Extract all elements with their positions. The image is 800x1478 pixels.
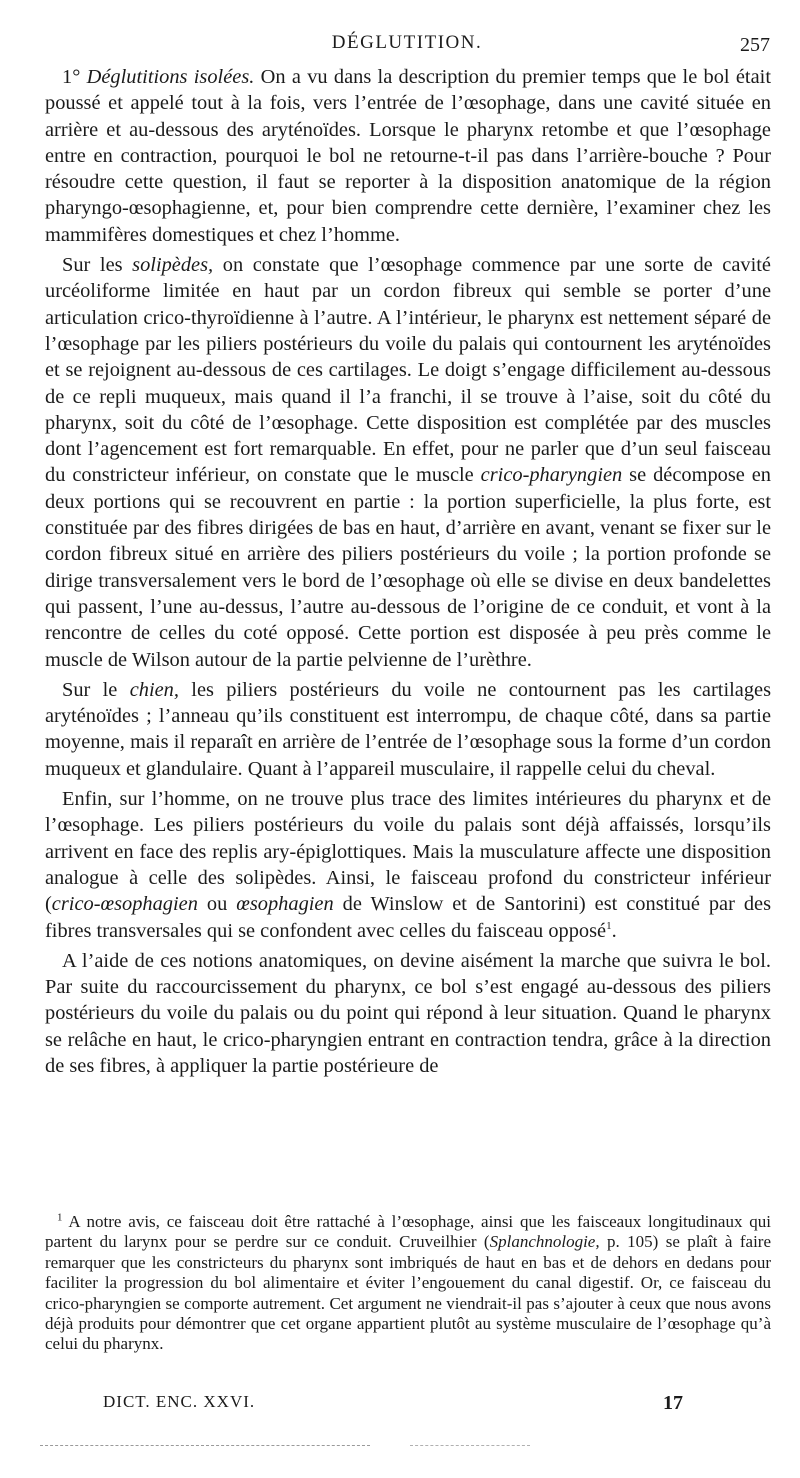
section-number: 1°	[62, 66, 81, 88]
footnote-text: A notre avis, ce faisceau doit être rattaché à l’œsophage, ainsi que les faisceaux longitudinaux qui partent du larynx pour se perdre sur ce conduit. Cruveilhier (	[45, 1212, 771, 1252]
page-footer	[103, 1392, 683, 1418]
running-header	[44, 32, 770, 58]
page-number: 257	[740, 34, 770, 56]
scan-artifact-line	[40, 1445, 370, 1446]
running-title: DÉGLUTITION.	[331, 32, 483, 53]
section-heading: Déglutitions isolées.	[86, 66, 255, 88]
italic-term: solipèdes,	[132, 254, 214, 277]
paragraph-text: se décompose en deux portions qui se recouvrent en partie : la portion superficielle, la plus forte, est constituée par des fibres dirigées de bas en haut, d’arrière en avant, venant se fixer sur le cordon fibreux situé en arrière des piliers postérieurs du voile ; la portion profonde se dirige transversalement vers le bord de l’œsophage où elle se divise en deux bandelettes qui passent, l’une au-dessus, l’autre au-dessous de l’origine de ce conduit, et vont à la rencontre de celles du coté opposé. Cette portion est disposée à peu près comme le muscle de Wilson autour de la partie pelvienne de l’urèthre.	[45, 464, 771, 671]
italic-term: crico-œsophagien	[51, 893, 198, 916]
footnote-text: p. 105) se plaît à faire remarquer que les constricteurs du pharynx sont imbriqués de haut en bas et de dehors en dedans pour faciliter la progression du bol alimentaire et éviter l’engouement du canal digestif. Or, ce faisceau du crico-pharyngien se comporte autrement. Cet argument ne viendrait-il pas s’ajouter à ceux que nous avons déjà produits pour démontrer que cet organe appartient plutôt au système musculaire de l’œsophage qu’à celui du pharynx.	[45, 1232, 772, 1354]
footnotes	[45, 1212, 771, 1355]
italic-term: chien,	[129, 678, 179, 701]
paragraph-text: les piliers postérieurs du voile ne contournent pas les cartilages aryténoïdes ; l’anneau qu’ils constituent est interrompu, de chaque côté, dans sa partie moyenne, mais il reparaît en arrière de l’entrée de l’œsophage sous la forme d’un cordon muqueux et glandulaire. Quant à l’appareil musculaire, il rappelle celui du cheval.	[45, 678, 772, 780]
paragraph-bolus-path	[45, 948, 771, 1079]
paragraph-chien	[45, 677, 771, 782]
italic-term: crico-pharyngien	[480, 464, 623, 487]
footnote-reference[interactable]: 1	[606, 919, 612, 932]
paragraph-text: ou	[206, 893, 228, 916]
italic-term: œsophagien	[236, 893, 334, 916]
paragraph-solipedes	[45, 252, 771, 673]
scan-artifact-line	[410, 1445, 530, 1446]
paragraph-text: On a vu dans la description du premier temps que le bol était poussé et appelé tout à la fois, vers l’entrée de l’œsophage, dans une cavité située en arrière et au-dessous des aryténoïdes. Lorsque le pharynx retombe et que l’œsophage entre en contraction, pourquoi le bol ne retourne-t-il pas dans l’arrière-bouche ? Pour résoudre cette question, il faut se reporter à la disposition anatomique de la région pharyngo-œsophagienne, et, pour bien comprendre cette dernière, l’examiner chez les mammifères domestiques et chez l’homme.	[45, 66, 771, 246]
paragraph-text: .	[611, 919, 617, 942]
paragraph-text: Sur les	[62, 254, 123, 277]
paragraph-text: Sur le	[62, 678, 118, 701]
printer-signature: DICT. ENC. XXVI.	[103, 1392, 256, 1411]
body-text	[45, 64, 771, 1079]
italic-term: Splanchnologie,	[489, 1232, 600, 1252]
paragraph-homme	[45, 786, 771, 944]
sheet-number: 17	[663, 1392, 683, 1414]
paragraph-isolated-swallowing	[45, 64, 771, 248]
footnote-marker: 1	[57, 1211, 63, 1224]
paragraph-text: on constate que l’œsophage commence par une sorte de cavité urcéoliforme limitée en haut par un cordon fibreux qui semble se porter d’une articulation crico-thyroïdienne à l’autre. A l’intérieur, le pharynx est nettement séparé de l’œsophage par les piliers postérieurs du voile du palais qui contournent les aryténoïdes et se rejoignent au-dessous de ces cartilages. Le doigt s’engage difficilement au-dessous de ce repli muqueux, mais quand il l’a franchi, il se trouve à l’aise, soit du côté du pharynx, soit du côté de l’œsophage. Cette disposition est complétée par des muscles dont l’agencement est fort remarquable. En effet, pour ne parler que d’un seul faisceau du constricteur inférieur, on constate que le muscle	[45, 254, 771, 487]
paragraph-text: de Winslow et de Santorini) est constitué par des fibres transversales qui se confondent avec celles du faisceau opposé	[45, 893, 771, 942]
paragraph-text: Enfin, sur l’homme, on ne trouve plus trace des limites intérieures du pharynx et de l’œsophage. Les piliers postérieurs du voile du palais sont déjà affaissés, lorsqu’ils arrivent en face des replis ary-épiglottiques. Mais la musculature affecte une disposition analogue à celle des solipèdes. Ainsi, le faisceau profond du constricteur inférieur (	[45, 788, 771, 916]
paragraph-text: A l’aide de ces notions anatomiques, on devine aisément la marche que suivra le bol. Par suite du raccourcissement du pharynx, ce bol s’est engagé au-dessous des piliers postérieurs du voile du palais ou du point qui répond à leur situation. Quand le pharynx se relâche en haut, le crico-pharyngien entrant en contraction tendra, grâce à la direction de ses fibres, à appliquer la partie postérieure de	[45, 949, 771, 1077]
footnote	[45, 1212, 771, 1355]
